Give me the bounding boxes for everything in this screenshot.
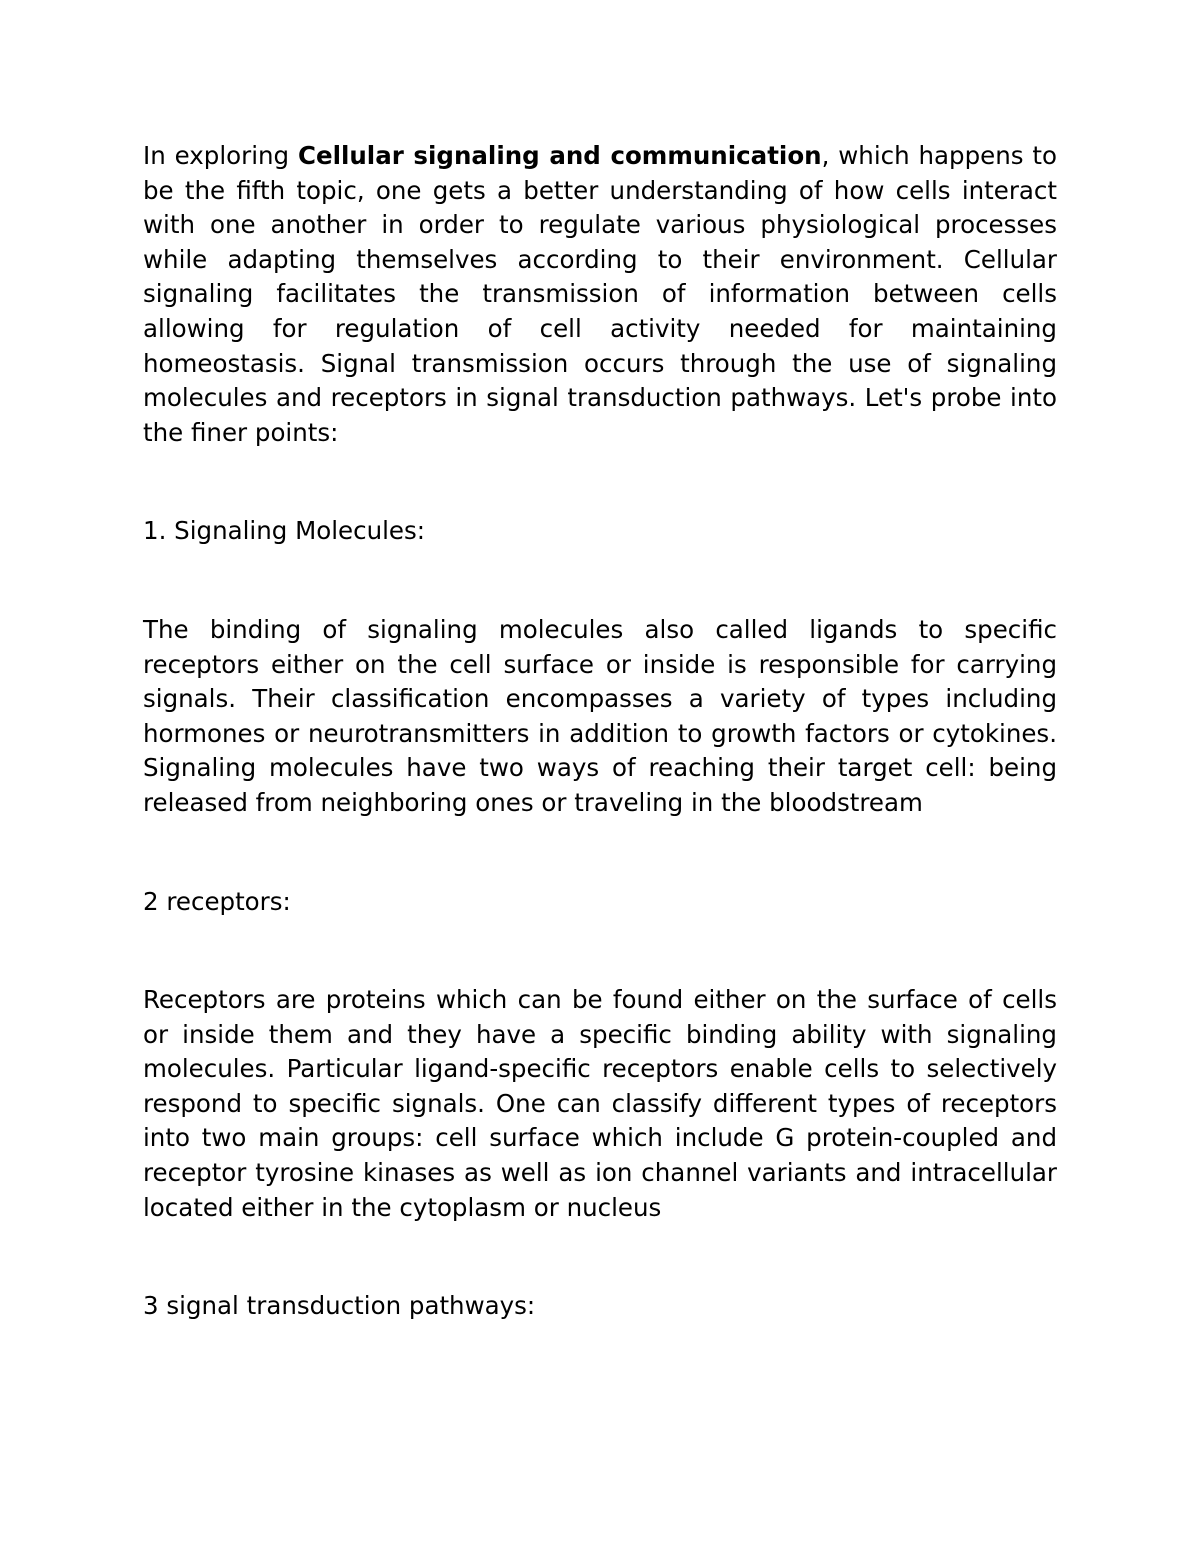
section-body-signaling-molecules: The binding of signaling molecules also called ligands to specific receptors either on the cell surface or inside is responsible for carrying signals. Their classification encompasses a variety of types including hormones or neurotransmitters in addition to growth factors or cytokines. Signaling molecules have two ways of reaching their target cell: being released from neighboring ones or traveling in the bloodstream — [143, 614, 1057, 817]
section-heading-signaling-molecules: 1. Signaling Molecules: — [143, 516, 426, 546]
intro-paragraph — [143, 139, 1057, 450]
document-body — [143, 139, 1057, 1324]
section-heading-signal-transduction: 3 signal transduction pathways: — [143, 1291, 536, 1321]
section-body-receptors: Receptors are proteins which can be found either on the surface of cells or inside them and they have a specific binding ability with signaling molecules. Particular ligand-specific receptors enable cells to selectively respond to specific signals. One can classify different types of receptors into two main groups: cell surface which include G protein-coupled and receptor tyrosine kinases as well as ion channel variants and intracellular located either in the cytoplasm or nucleus — [143, 985, 1057, 1222]
intro-rest: , which happens to be the fifth topic, one gets a better understanding of how cells interact with one another in order to regulate various physiological processes while adapting themselves according to their environment. Cellular signaling facilitates the transmission of information between cells allowing for regulation of cell activity needed for maintaining homeostasis. Signal transmission occurs through the use of signaling molecules and receptors in signal transduction pathways. Let's probe into the finer points: — [143, 141, 1057, 447]
intro-bold-phrase: Cellular signaling and communication — [297, 141, 822, 170]
section-heading-receptors: 2 receptors: — [143, 886, 291, 916]
intro-prefix: In exploring — [143, 141, 298, 170]
